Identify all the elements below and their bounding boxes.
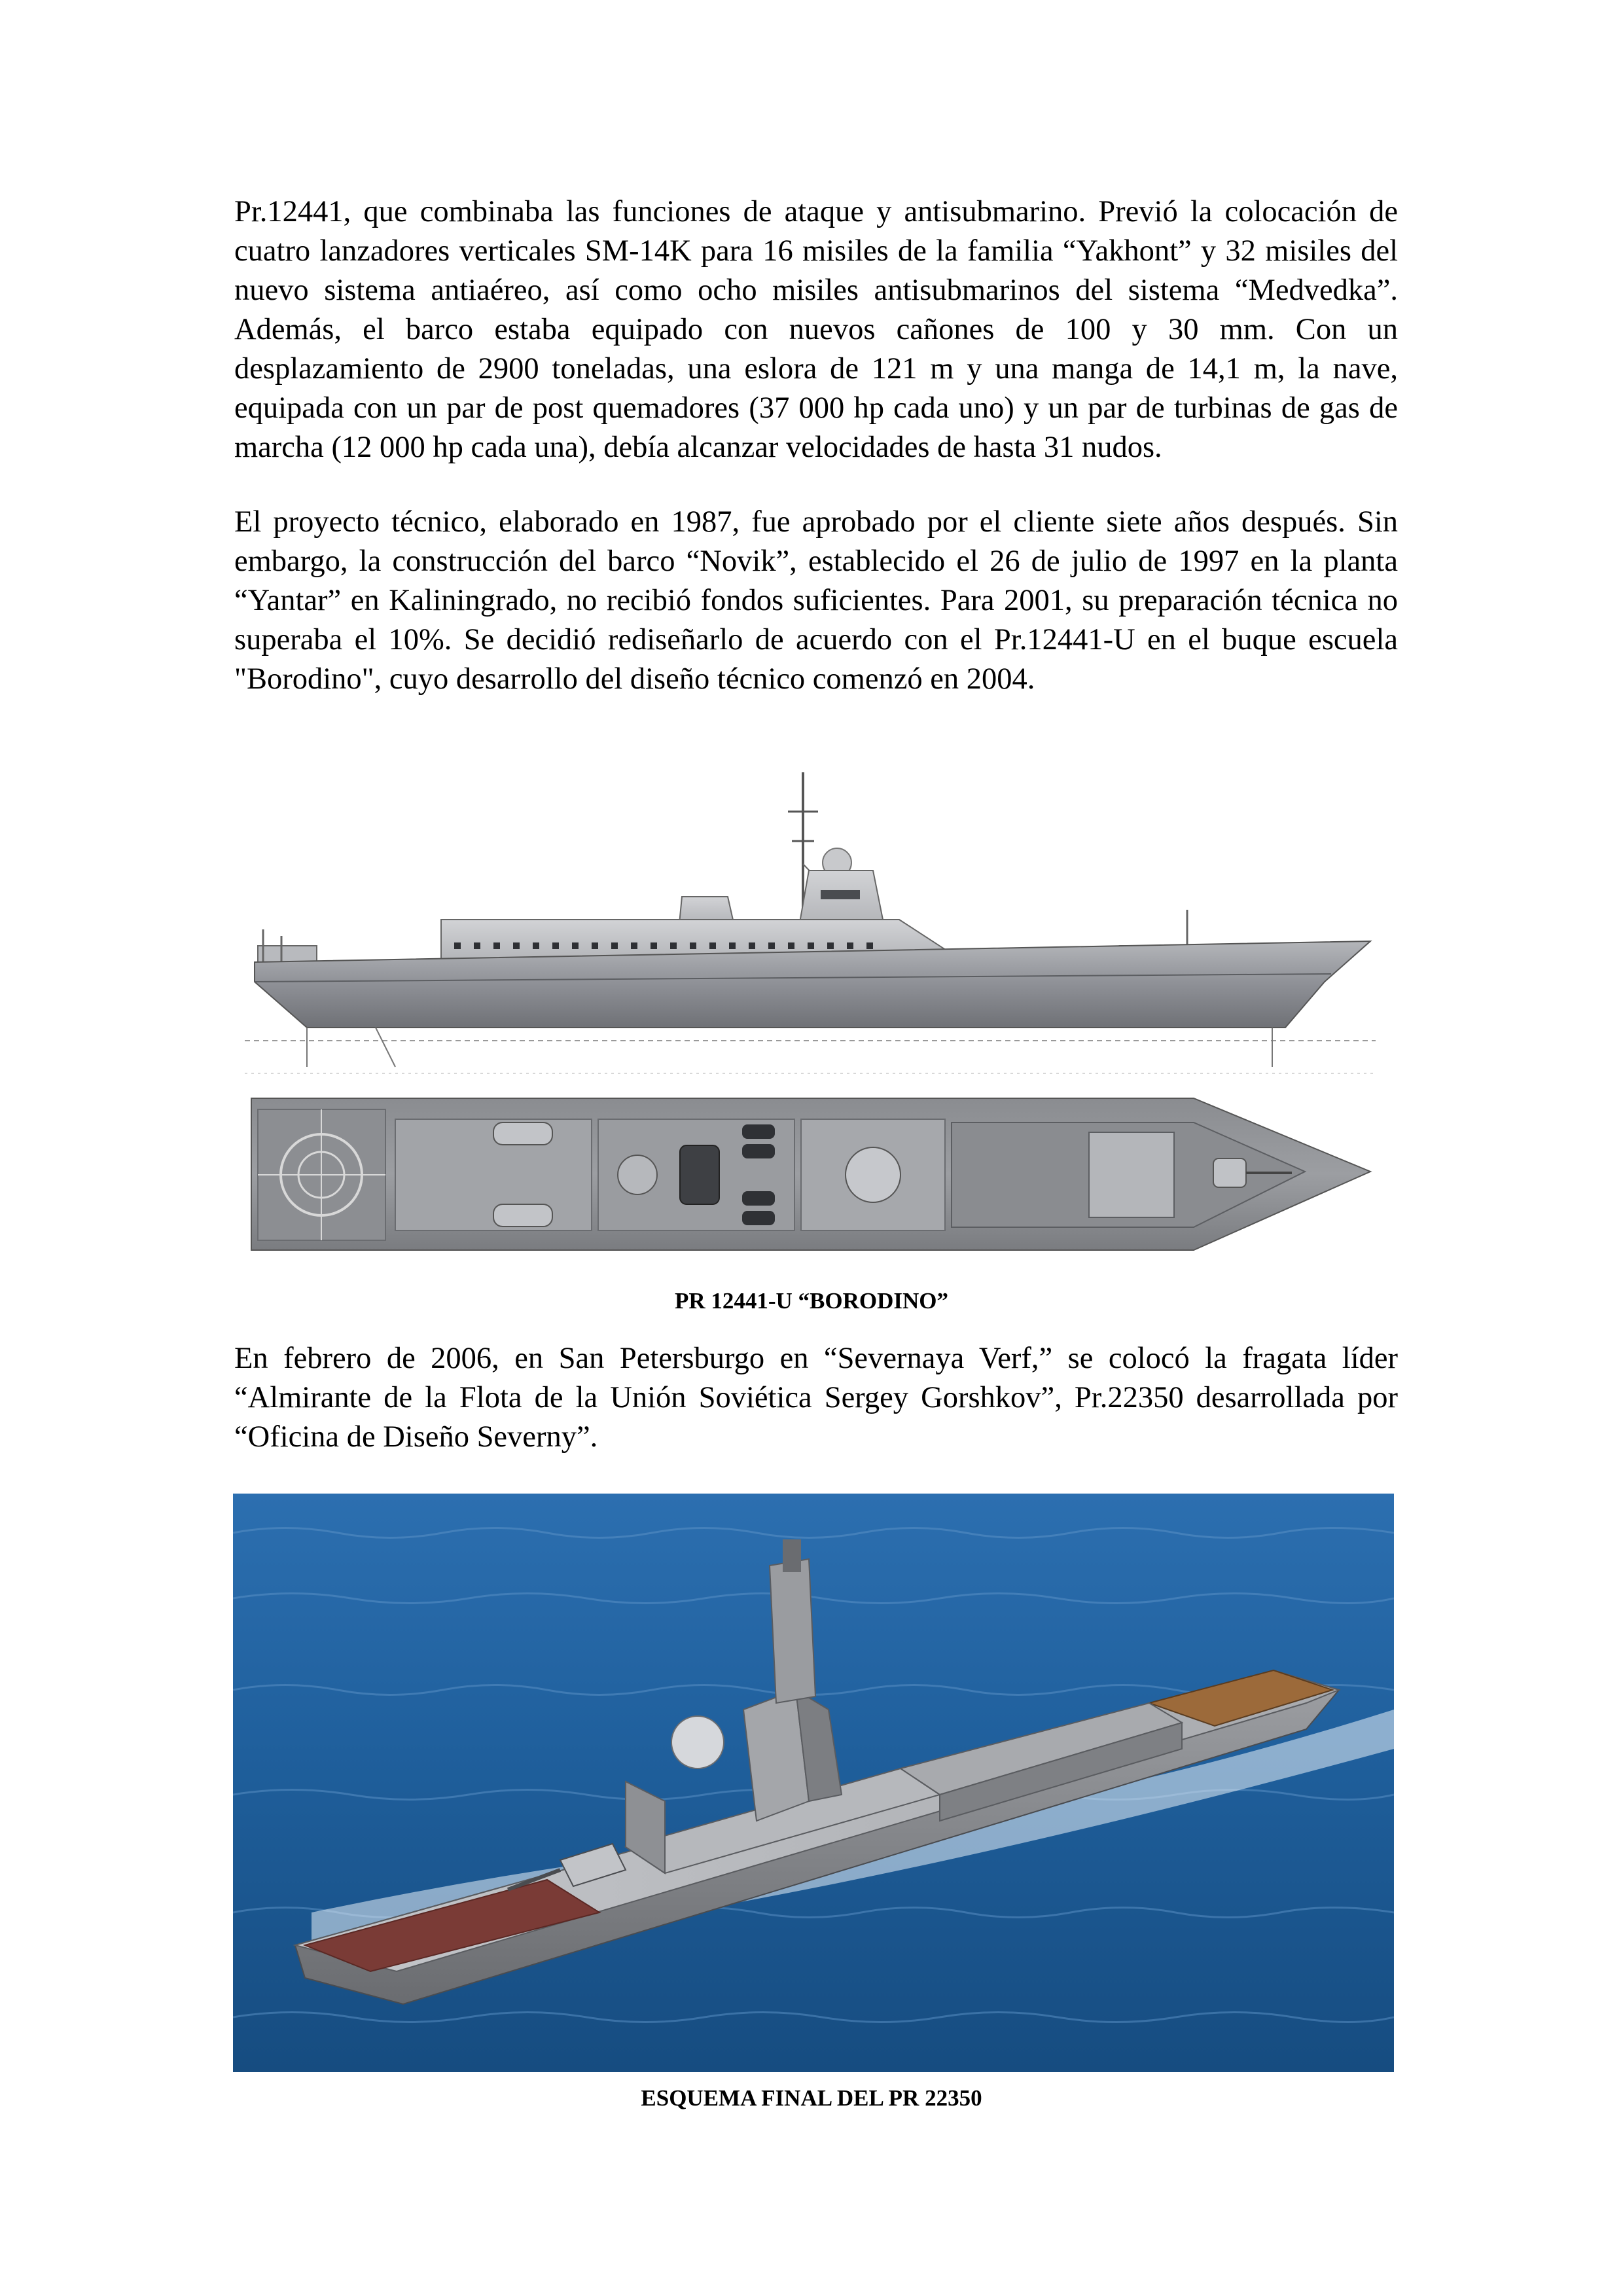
paragraph-2: El proyecto técnico, elaborado en 1987, fue aprobado por el cliente siete años después. Sin embargo, la construcción del barco “Novik”, establecido el 26 de julio de 1997 en la planta “Yantar” en Kaliningrado, no recibió fondos suficientes. Para 2001, su preparación técnica no superaba el 10%. Se decidió rediseñarlo de acuerdo con el Pr.12441-U en el buque escuela "Borodino", cuyo desarrollo del diseño técnico comenzó en 2004. [234,505,1398,696]
frigate-render-photo [233,1494,1394,2072]
figure-2-caption: ESQUEMA FINAL DEL PR 22350 [641,2085,982,2111]
ship-plan-view [251,1098,1370,1250]
paragraph-3: En febrero de 2006, en San Petersburgo en “Severnaya Verf,” se colocó la fragata líder “Almirante de la Flota de la Unión Soviética Sergey Gorshkov”, Pr.22350 desarrollada por “Oficina de Diseño Severny”. [234,1342,1398,1454]
borodino-ship-drawing [245,766,1377,1258]
figure-1-caption: PR 12441-U “BORODINO” [674,1288,949,1314]
ship-profile-view [245,772,1376,1073]
paragraph-1: Pr.12441, que combinaba las funciones de ataque y antisubmarino. Previó la colocación de cuatro lanzadores verticales SM-14K para 16 misiles de la familia “Yakhont” y 32 misiles del nuevo sistema antiaéreo, así como ocho misiles antisubmarinos del sistema “Medvedka”. Además, el barco estaba equipado con nuevos cañones de 100 y 30 mm. Con un desplazamiento de 2900 toneladas, una eslora de 121 m y una manga de 14,1 m, la nave, equipada con un par de post quemadores (37 000 hp cada uno) y un par de turbinas de gas de marcha (12 000 hp cada una), debía alcanzar velocidades de hasta 31 nudos. [234,195,1398,464]
